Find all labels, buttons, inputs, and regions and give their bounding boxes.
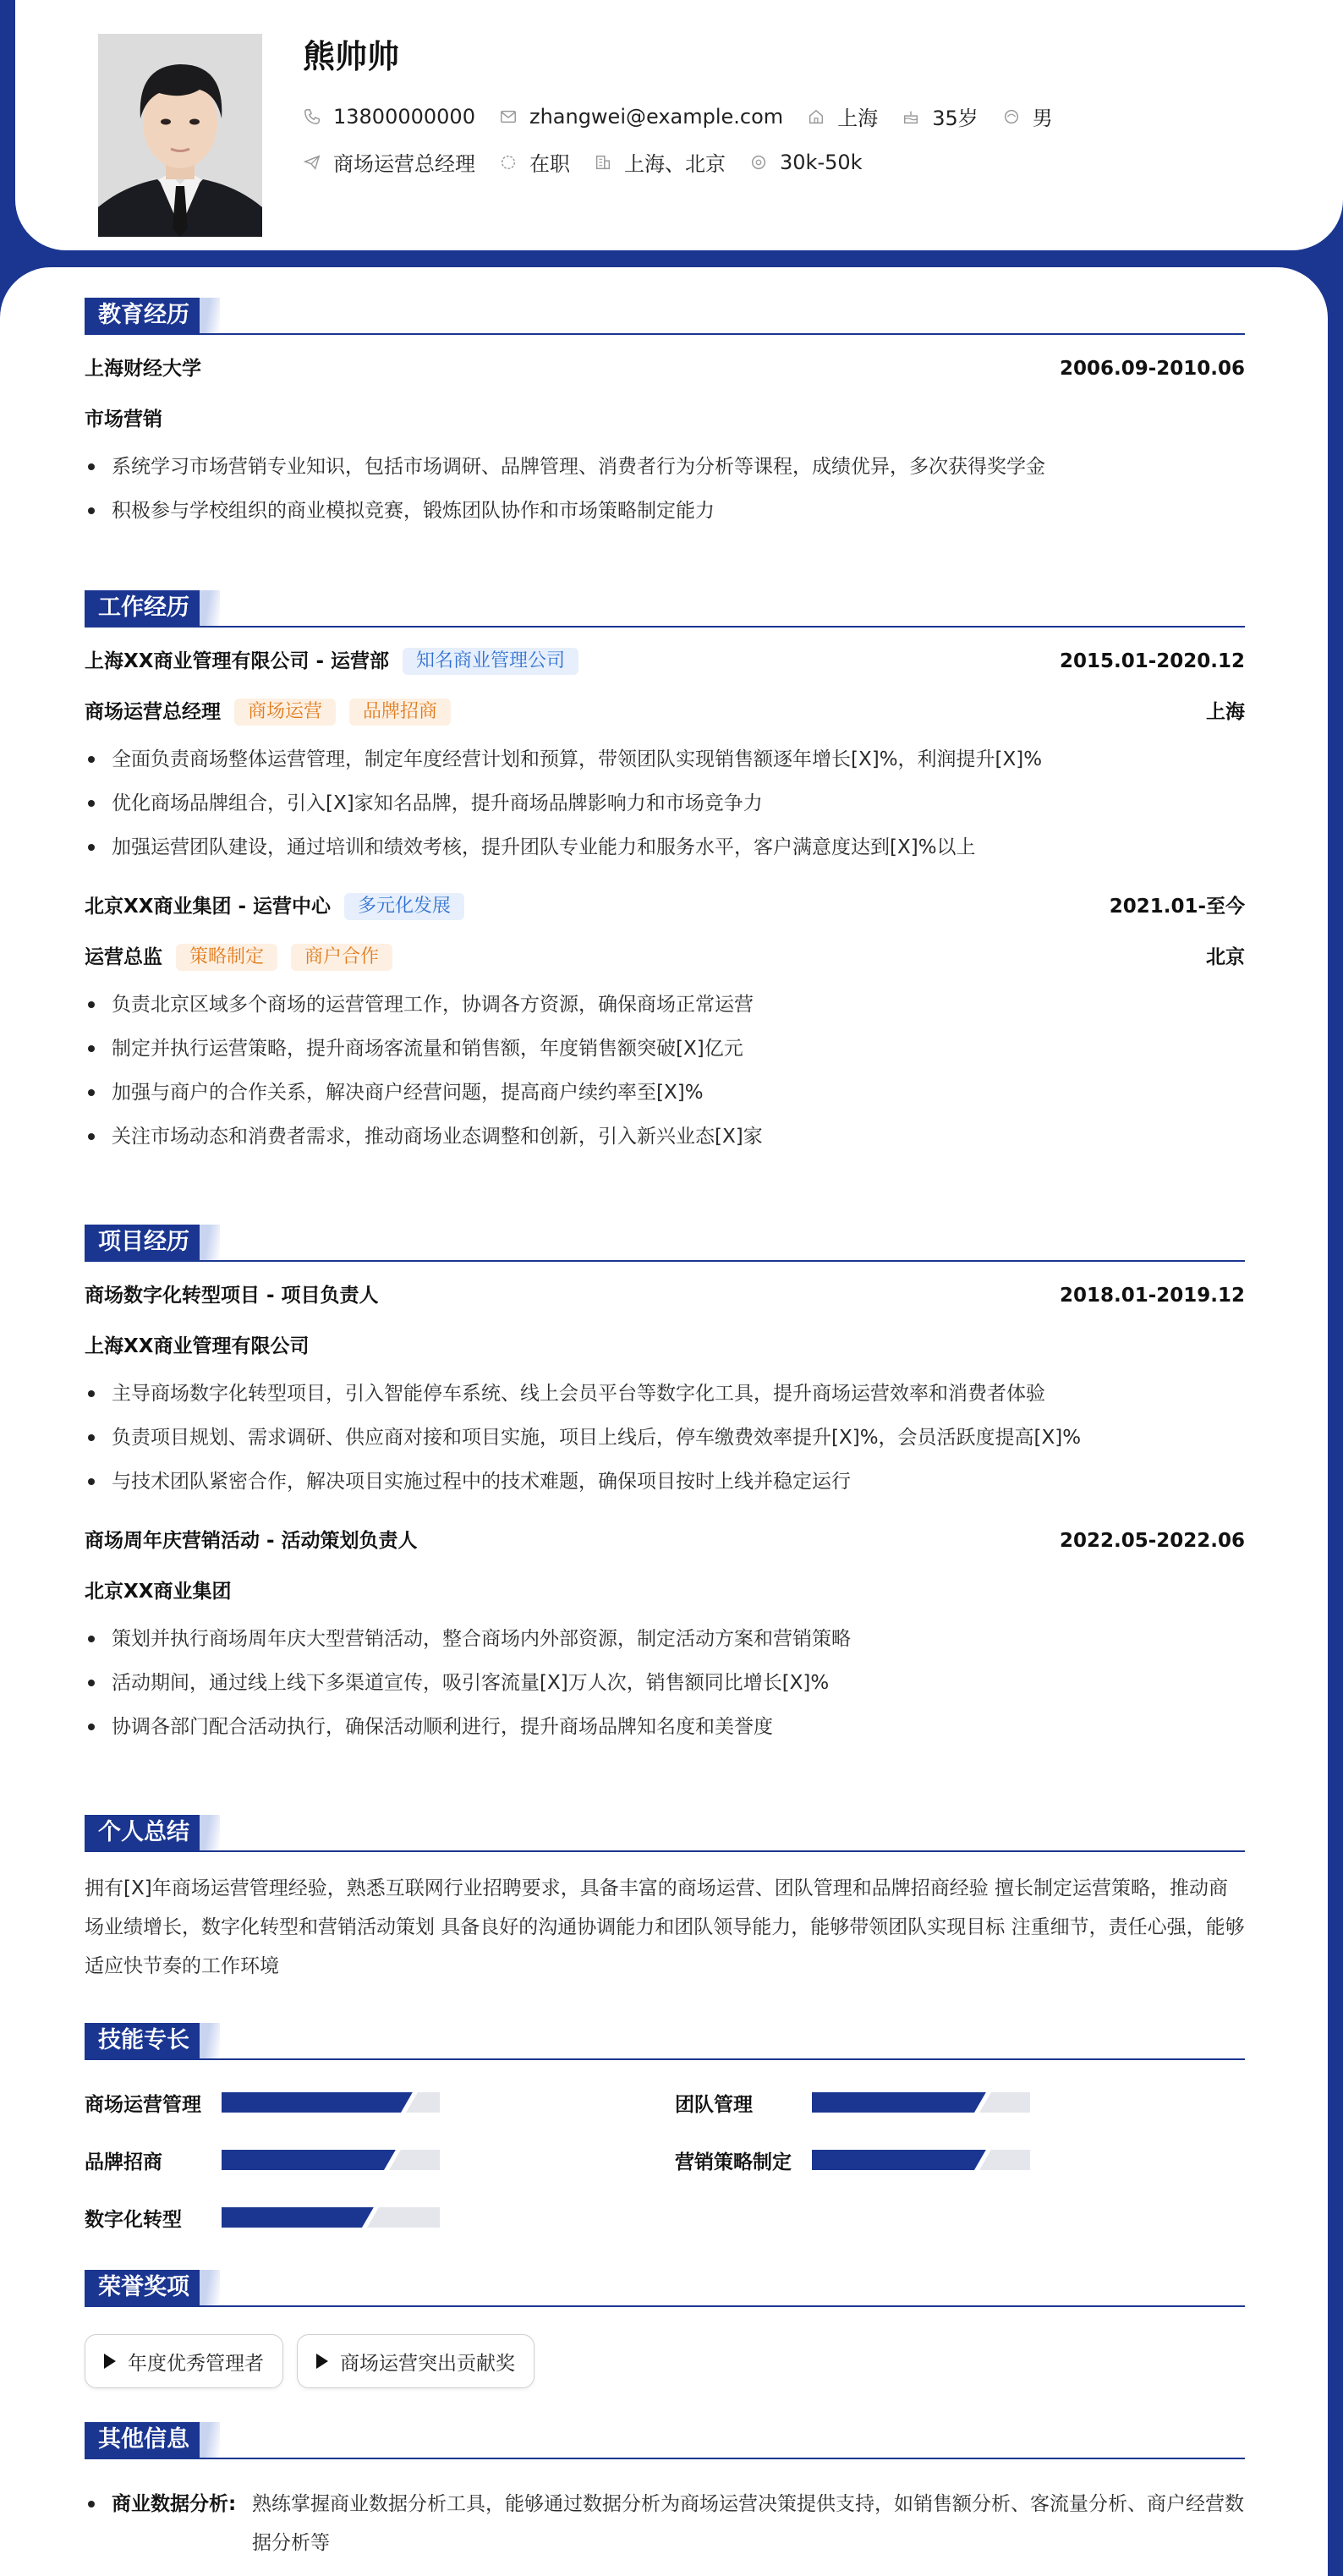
education-header — [85, 298, 1245, 335]
projects-header — [85, 1225, 1245, 1262]
list-item: 加强与商户的合作关系，解决商户经营问题，提高商户续约率至[X]% — [85, 1071, 1245, 1115]
work-period: 2021.01-至今 — [1109, 896, 1245, 918]
project-org: 上海XX商业管理有限公司 — [85, 1335, 310, 1357]
list-item: 积极参与学校组织的商业模拟竞赛，锻炼团队协作和市场策略制定能力 — [85, 489, 1245, 533]
summary-text: 拥有[X]年商场运营管理经验，熟悉互联网行业招聘要求，具备丰富的商场运营、团队管理和品牌招商经验 擅长制定运营策略，推动商场业绩增长，数字化转型和营销活动策划 具备良好的沟通协调能力和团队领导能力，能够带领团队实现目标 注重细节，责任心强，能够适应快节奏的工作环境 — [85, 1877, 1245, 1977]
awards-section — [85, 2270, 1245, 2388]
skill-item — [675, 2143, 1030, 2177]
email-item — [499, 105, 783, 129]
project-bullets — [85, 1372, 1245, 1504]
skill-item — [85, 2143, 440, 2177]
project-period: 2018.01-2019.12 — [1059, 1285, 1245, 1307]
city-text: 上海 — [837, 107, 879, 130]
work-company-row — [85, 636, 1245, 687]
skill-fill — [222, 2092, 422, 2113]
status-icon — [499, 153, 518, 172]
role-tag: 品牌招商 — [349, 699, 451, 726]
position-text: 商场运营总经理 — [333, 152, 475, 176]
home-icon — [807, 107, 825, 126]
skill-name: 营销策略制定 — [675, 2151, 792, 2173]
profile-header — [15, 0, 1343, 250]
work-role-row — [85, 687, 1245, 737]
award-label: 年度优秀管理者 — [128, 2352, 264, 2375]
role-tag: 商场运营 — [234, 699, 336, 726]
play-icon — [316, 2354, 328, 2369]
skill-fill — [222, 2150, 405, 2170]
position-item — [303, 147, 475, 177]
award-label: 商场运营突出贡献奖 — [340, 2352, 515, 2375]
section-title: 其他信息 — [85, 2422, 203, 2458]
work-company — [85, 881, 464, 932]
award-badge — [85, 2334, 283, 2388]
skill-fill — [812, 2092, 995, 2113]
work-section — [85, 590, 1245, 1159]
skill-bar — [812, 2150, 1030, 2170]
education-section — [85, 298, 1245, 533]
project-row — [85, 1515, 1245, 1566]
award-badge — [297, 2334, 534, 2388]
section-accent — [200, 1225, 220, 1260]
phone-item — [303, 105, 475, 129]
section-accent — [200, 590, 220, 626]
city-item — [807, 101, 878, 131]
skills-section — [85, 2023, 1245, 2246]
skill-fill — [812, 2150, 995, 2170]
project-org-row — [85, 1321, 1245, 1372]
project-bullets — [85, 1617, 1245, 1749]
gender-item — [1002, 101, 1053, 131]
section-accent — [200, 298, 220, 333]
resume-body — [0, 267, 1328, 2576]
section-title: 教育经历 — [85, 298, 203, 333]
skill-name: 团队管理 — [675, 2093, 753, 2116]
list-item: 全面负责商场整体运营管理，制定年度经营计划和预算，带领团队实现销售额逐年增长[X]%，利润提升[X]% — [85, 737, 1245, 781]
salary-item — [749, 151, 863, 174]
awards-header — [85, 2270, 1245, 2307]
project-org-row — [85, 1566, 1245, 1617]
section-title: 个人总结 — [85, 1815, 203, 1850]
section-title: 荣誉奖项 — [85, 2270, 203, 2305]
list-item: 加强运营团队建设，通过培训和绩效考核，提升团队专业能力和服务水平，客户满意度达到[X]%以上 — [85, 825, 1245, 869]
education-bullets — [85, 445, 1245, 533]
project-period: 2022.05-2022.06 — [1059, 1530, 1245, 1552]
send-icon — [303, 153, 321, 172]
list-item: 优化商场品牌组合，引入[X]家知名品牌，提升商场品牌影响力和市场竞争力 — [85, 781, 1245, 825]
list-item: 与技术团队紧密合作，解决项目实施过程中的技术难题，确保项目按时上线并稳定运行 — [85, 1460, 1245, 1504]
phone-icon — [303, 107, 321, 126]
skills-grid — [85, 2060, 1245, 2246]
list-item: 系统学习市场营销专业知识，包括市场调研、品牌管理、消费者行为分析等课程，成绩优异，多次获得奖学金 — [85, 445, 1245, 489]
work-bullets — [85, 983, 1245, 1159]
work-location: 上海 — [1206, 701, 1245, 723]
work-company-row — [85, 881, 1245, 932]
company-tag: 多元化发展 — [344, 893, 464, 920]
skill-bar — [222, 2150, 440, 2170]
skill-bar — [222, 2092, 440, 2113]
status-text: 在职 — [529, 152, 570, 176]
other-section — [85, 2422, 1245, 2562]
other-value: 熟练掌握商业数据分析工具，能够通过数据分析为商场运营决策提供支持，如销售额分析、客流量分析、商户经营数据分析等 — [252, 2493, 1244, 2554]
list-item: 制定并执行运营策略，提升商场客流量和销售额，年度销售额突破[X]亿元 — [85, 1027, 1245, 1071]
email-text: zhangwei@example.com — [529, 104, 784, 129]
list-item: 关注市场动态和消费者需求，推动商场业态调整和创新，引入新兴业态[X]家 — [85, 1115, 1245, 1159]
company-name: 北京XX商业集团 - 运营中心 — [85, 896, 332, 918]
list-item: 协调各部门配合活动执行，确保活动顺利进行，提升商场品牌知名度和美誉度 — [85, 1705, 1245, 1749]
list-item: 主导商场数字化转型项目，引入智能停车系统、线上会员平台等数字化工具，提升商场运营效率和消费者体验 — [85, 1372, 1245, 1416]
list-item: 活动期间，通过线上线下多渠道宣传，吸引客流量[X]万人次，销售额同比增长[X]% — [85, 1661, 1245, 1705]
role-tag: 商户合作 — [291, 944, 392, 971]
list-item: 负责北京区域多个商场的运营管理工作，协调各方资源，确保商场正常运营 — [85, 983, 1245, 1027]
age-text: 35岁 — [932, 107, 978, 130]
skill-item — [675, 2085, 1030, 2119]
building-icon — [594, 153, 612, 172]
contact-row — [303, 101, 1077, 131]
job-intent-row — [303, 147, 886, 177]
mail-icon — [499, 107, 518, 126]
avatar — [98, 34, 262, 237]
project-title: 商场数字化转型项目 - 项目负责人 — [85, 1285, 379, 1307]
major-name: 市场营销 — [85, 408, 162, 430]
skill-item — [85, 2085, 440, 2119]
work-header — [85, 590, 1245, 628]
gender-text: 男 — [1032, 107, 1053, 130]
company-name: 上海XX商业管理有限公司 - 运营部 — [85, 650, 390, 672]
work-period: 2015.01-2020.12 — [1059, 650, 1245, 672]
other-header — [85, 2422, 1245, 2459]
work-bullets — [85, 737, 1245, 869]
project-row — [85, 1270, 1245, 1321]
section-accent — [200, 2422, 220, 2458]
section-accent — [200, 2270, 220, 2305]
work-role — [85, 932, 392, 983]
project-org: 北京XX商业集团 — [85, 1581, 232, 1603]
major-row — [85, 394, 1245, 445]
education-period: 2006.09-2010.06 — [1059, 358, 1245, 380]
skills-header — [85, 2023, 1245, 2060]
cake-icon — [902, 107, 920, 126]
project-title: 商场周年庆营销活动 - 活动策划负责人 — [85, 1530, 418, 1552]
work-role — [85, 687, 451, 737]
role-tag: 策略制定 — [176, 944, 277, 971]
other-key: 商业数据分析: — [112, 2493, 237, 2515]
work-role-row — [85, 932, 1245, 983]
age-item — [902, 101, 978, 131]
role-name: 商场运营总经理 — [85, 701, 221, 723]
skill-bar — [222, 2207, 440, 2228]
salary-text: 30k-50k — [780, 150, 863, 174]
other-item — [85, 2485, 1245, 2562]
target-city-text: 上海、北京 — [624, 152, 726, 176]
coin-icon — [749, 153, 768, 172]
phone-text: 13800000000 — [333, 104, 475, 129]
skill-bar — [812, 2092, 1030, 2113]
skill-name: 品牌招商 — [85, 2151, 162, 2173]
skill-name: 数字化转型 — [85, 2208, 182, 2231]
section-title: 项目经历 — [85, 1225, 203, 1260]
play-icon — [104, 2354, 116, 2369]
awards-list — [85, 2334, 1245, 2388]
section-accent — [200, 1815, 220, 1850]
target-city-item — [594, 147, 726, 177]
section-title: 技能专长 — [85, 2023, 203, 2058]
section-accent — [200, 2023, 220, 2058]
section-title: 工作经历 — [85, 590, 203, 626]
role-name: 运营总监 — [85, 946, 162, 968]
gender-icon — [1002, 107, 1021, 126]
school-name: 上海财经大学 — [85, 358, 201, 380]
bullet-dot — [88, 2501, 95, 2507]
work-company — [85, 636, 578, 687]
skill-item — [85, 2201, 440, 2234]
work-location: 北京 — [1206, 946, 1245, 968]
company-tag: 知名商业管理公司 — [403, 648, 578, 675]
summary-header — [85, 1815, 1245, 1852]
list-item: 负责项目规划、需求调研、供应商对接和项目实施，项目上线后，停车缴费效率提升[X]%，会员活跃度提高[X]% — [85, 1416, 1245, 1460]
candidate-name: 熊帅帅 — [303, 38, 400, 75]
list-item: 策划并执行商场周年庆大型营销活动，整合商场内外部资源，制定活动方案和营销策略 — [85, 1617, 1245, 1661]
summary-section — [85, 1815, 1245, 1986]
skill-name: 商场运营管理 — [85, 2093, 201, 2116]
projects-section — [85, 1225, 1245, 1749]
skill-fill — [222, 2207, 383, 2228]
education-row — [85, 343, 1245, 394]
status-item — [499, 147, 570, 177]
